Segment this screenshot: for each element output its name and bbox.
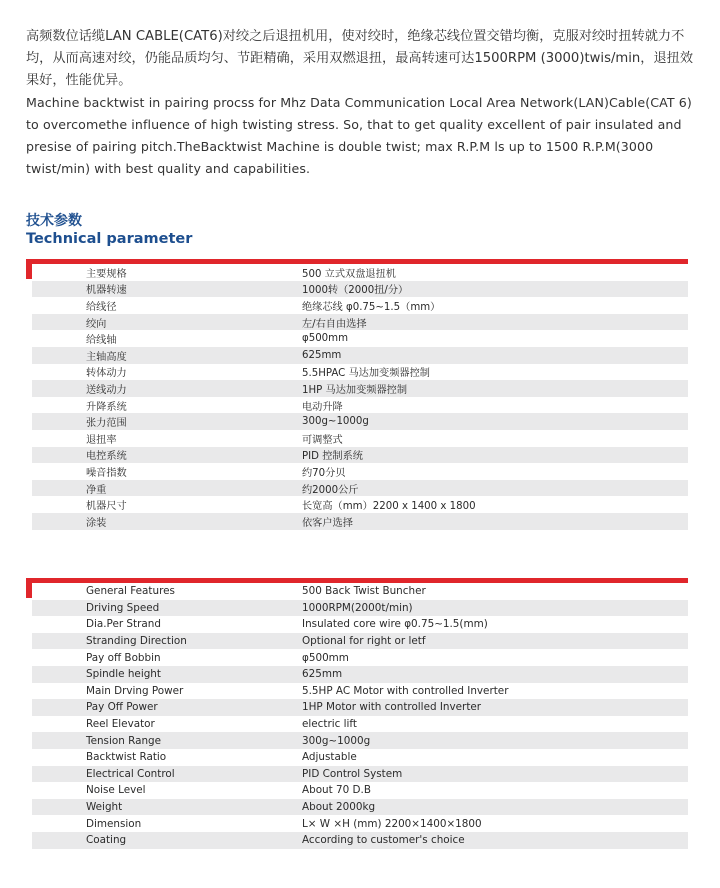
- section-header: [26, 213, 192, 248]
- param-value: 1000RPM(2000t/min): [302, 601, 413, 614]
- table-row: [32, 666, 688, 683]
- param-name: Main Drving Power: [86, 684, 184, 697]
- param-name: 电控系统: [86, 451, 127, 463]
- param-name: 机器转速: [86, 285, 127, 297]
- param-value: About 2000kg: [302, 801, 376, 814]
- param-name: Stranding Direction: [86, 635, 187, 648]
- param-name: Pay off Bobbin: [86, 651, 161, 664]
- param-name: 送线动力: [86, 384, 127, 396]
- param-value: 300g~1000g: [302, 734, 371, 747]
- table-row: [32, 480, 688, 497]
- param-value: 约70分贝: [302, 467, 346, 479]
- table-row: [32, 832, 688, 849]
- param-value: 依客户选择: [302, 517, 353, 529]
- param-value: 500 立式双盘退扭机: [302, 268, 396, 280]
- param-name: 给线径: [86, 301, 117, 313]
- param-value: φ500mm: [302, 651, 349, 664]
- table-row: [32, 583, 688, 600]
- table-row: [32, 447, 688, 464]
- param-name: 张力范围: [86, 418, 127, 430]
- param-value: 长宽高（mm）2200 x 1400 x 1800: [302, 501, 476, 513]
- table-row: [32, 766, 688, 783]
- param-value: 5.5HP AC Motor with controlled Inverter: [302, 684, 509, 697]
- param-name: 退扭率: [86, 434, 117, 446]
- intro-text: [26, 26, 696, 180]
- table-row: [32, 380, 688, 397]
- table-row: [32, 799, 688, 816]
- table-row: [32, 463, 688, 480]
- table-row: [32, 397, 688, 414]
- table-row: [32, 782, 688, 799]
- table-row: [32, 496, 688, 513]
- table-rows-zh: [32, 264, 688, 530]
- param-value: 左/右自由选择: [302, 318, 367, 330]
- param-value: 5.5HPAC 马达加变频器控制: [302, 368, 430, 380]
- param-name: 噪音指数: [86, 467, 127, 479]
- param-name: Spindle height: [86, 668, 161, 681]
- param-name: 机器尺寸: [86, 501, 127, 513]
- table-row: [32, 732, 688, 749]
- param-name: 涂装: [86, 517, 107, 529]
- param-value: 1000转（2000扭/分）: [302, 285, 409, 297]
- parameter-table-en: [26, 578, 688, 849]
- param-name: Coating: [86, 834, 127, 847]
- section-title-en: Technical parameter: [26, 231, 193, 247]
- param-value: 1HP Motor with controlled Inverter: [302, 701, 482, 714]
- table-row: [32, 616, 688, 633]
- param-name: 转体动力: [86, 368, 127, 380]
- param-name: Electrical Control: [86, 767, 175, 780]
- param-name: Noise Level: [86, 784, 146, 797]
- param-name: 升降系统: [86, 401, 127, 413]
- param-name: Pay Off Power: [86, 701, 158, 714]
- param-name: 给线轴: [86, 335, 117, 347]
- table-row: [32, 815, 688, 832]
- param-value: Insulated core wire φ0.75~1.5(mm): [302, 618, 488, 631]
- param-value: L× W ×H (mm) 2200×1400×1800: [302, 817, 482, 830]
- param-name: Driving Speed: [86, 601, 160, 614]
- table-row: [32, 364, 688, 381]
- param-name: 净重: [86, 484, 107, 496]
- table-rows-en: [32, 583, 688, 849]
- parameter-table-zh: [26, 259, 688, 530]
- param-value: 绝缘芯线 φ0.75~1.5（mm）: [302, 301, 441, 313]
- param-value: 1HP 马达加变频器控制: [302, 384, 408, 396]
- param-value: 625mm: [302, 349, 342, 361]
- table-row: [32, 749, 688, 766]
- param-value: 625mm: [302, 668, 343, 681]
- param-value: 可调整式: [302, 434, 343, 446]
- table-row: [32, 264, 688, 281]
- table-row: [32, 683, 688, 700]
- param-name: Backtwist Ratio: [86, 751, 167, 764]
- param-value: PID 控制系统: [302, 451, 363, 463]
- param-value: About 70 D.B: [302, 784, 371, 797]
- table-row: [32, 633, 688, 650]
- table-row: [32, 347, 688, 364]
- intro-en: Machine backtwist in pairing procss for Mhz Data Communication Local Area Network(LAN)Cable(CAT 6) to overcomethe influence of high twisting stress. So, that to get quality excellent of pair insulated and presise of pairing pitch.TheBacktwist Machine is double twist; max R.P.M ls up to 1500 R.P.M(3000 twist/min) with best quality and capabilities.: [26, 95, 692, 176]
- table-top-rule: [32, 259, 688, 264]
- param-value: φ500mm: [302, 333, 349, 345]
- table-row: [32, 314, 688, 331]
- param-name: 绞向: [86, 318, 107, 330]
- table-row: [32, 330, 688, 347]
- intro-zh: 高频数位话缆LAN CABLE(CAT6)对绞之后退扭机用，使对绞时，绝缘芯线位置交错均衡，克服对绞时扭转就力不均，从而高速对绞，仍能品质均匀、节距精确，采用双燃退扭，最高转速可达1500RPM (3000)twis/min，退扭效果好，性能优异。: [26, 29, 694, 88]
- param-name: 主轴高度: [86, 351, 127, 363]
- param-name: Dimension: [86, 817, 142, 830]
- param-value: According to customer's choice: [302, 834, 465, 847]
- param-value: 500 Back Twist Buncher: [302, 585, 426, 598]
- param-name: General Features: [86, 585, 175, 598]
- param-name: Reel Elevator: [86, 718, 155, 731]
- table-row: [32, 413, 688, 430]
- param-value: 约2000公斤: [302, 484, 359, 496]
- table-row: [32, 600, 688, 617]
- param-name: Dia.Per Strand: [86, 618, 161, 631]
- table-top-rule: [32, 578, 688, 583]
- param-name: 主要规格: [86, 268, 127, 280]
- param-name: Tension Range: [86, 734, 162, 747]
- param-value: PID Control System: [302, 767, 403, 780]
- table-row: [32, 430, 688, 447]
- section-title-zh: 技术参数: [26, 213, 82, 229]
- table-row: [32, 297, 688, 314]
- table-row: [32, 513, 688, 530]
- param-value: electric lift: [302, 718, 357, 731]
- param-value: 300g~1000g: [302, 416, 369, 428]
- param-name: Weight: [86, 801, 123, 814]
- table-row: [32, 649, 688, 666]
- table-row: [32, 699, 688, 716]
- param-value: Adjustable: [302, 751, 357, 764]
- table-row: [32, 281, 688, 298]
- table-row: [32, 716, 688, 733]
- param-value: Optional for right or letf: [302, 635, 426, 648]
- param-value: 电动升降: [302, 401, 343, 413]
